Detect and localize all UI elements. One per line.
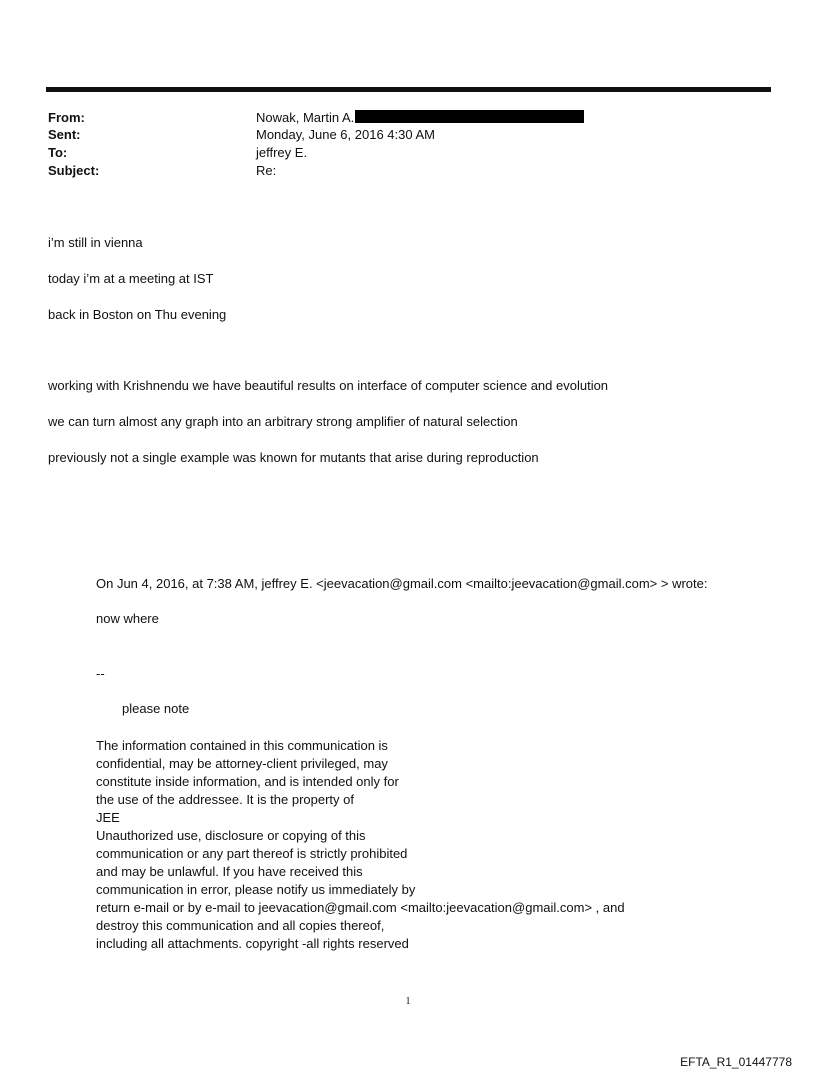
document-id: EFTA_R1_01447778 xyxy=(680,1055,792,1069)
disclaimer xyxy=(96,737,625,953)
disclaimer-line: constitute inside information, and is intended only for xyxy=(96,774,399,789)
disclaimer-line: JEE xyxy=(96,810,120,825)
quoted-message: now where xyxy=(96,611,159,626)
signature-separator: -- xyxy=(96,666,105,681)
body-line: working with Krishnendu we have beautiful results on interface of computer science and evolution xyxy=(48,378,609,393)
disclaimer-line: including all attachments. copyright -all rights reserved xyxy=(96,936,409,951)
disclaimer-line: confidential, may be attorney-client privileged, may xyxy=(96,756,388,771)
disclaimer-line: and may be unlawful. If you have received this xyxy=(96,864,363,879)
disclaimer-line: The information contained in this communication is xyxy=(96,738,388,753)
quoted-intro: On Jun 4, 2016, at 7:38 AM, jeffrey E. <jeevacation@gmail.com <mailto:jeevacation@gmail.com> > wrote: xyxy=(96,576,708,591)
body-line: we can turn almost any graph into an arbitrary strong amplifier of natural selection xyxy=(48,414,518,429)
body-line: back in Boston on Thu evening xyxy=(48,307,227,322)
disclaimer-line: Unauthorized use, disclosure or copying of this xyxy=(96,828,366,843)
disclaimer-line: communication or any part thereof is strictly prohibited xyxy=(96,846,408,861)
redaction-box xyxy=(355,110,584,123)
from-name: Nowak, Martin A. xyxy=(256,110,355,125)
subject-label: Subject: xyxy=(48,163,100,178)
disclaimer-line: communication in error, please notify us immediately by xyxy=(96,882,416,897)
from-label: From: xyxy=(48,110,85,125)
please-note: please note xyxy=(122,701,190,716)
subject-value: Re: xyxy=(256,163,277,178)
disclaimer-line: destroy this communication and all copies thereof, xyxy=(96,918,385,933)
body-line: today i’m at a meeting at IST xyxy=(48,271,214,286)
sent-label: Sent: xyxy=(48,127,81,142)
body-line: i’m still in vienna xyxy=(48,235,143,250)
from-value xyxy=(256,110,584,126)
header-rule xyxy=(46,87,771,92)
sent-value: Monday, June 6, 2016 4:30 AM xyxy=(256,127,435,142)
body-line: previously not a single example was known for mutants that arise during reproduction xyxy=(48,450,539,465)
disclaimer-line: the use of the addressee. It is the property of xyxy=(96,792,354,807)
page-number: 1 xyxy=(405,996,411,1007)
to-label: To: xyxy=(48,145,68,160)
disclaimer-line: return e-mail or by e-mail to jeevacation@gmail.com <mailto:jeevacation@gmail.com> , and xyxy=(96,900,625,915)
to-value: jeffrey E. xyxy=(256,145,308,160)
